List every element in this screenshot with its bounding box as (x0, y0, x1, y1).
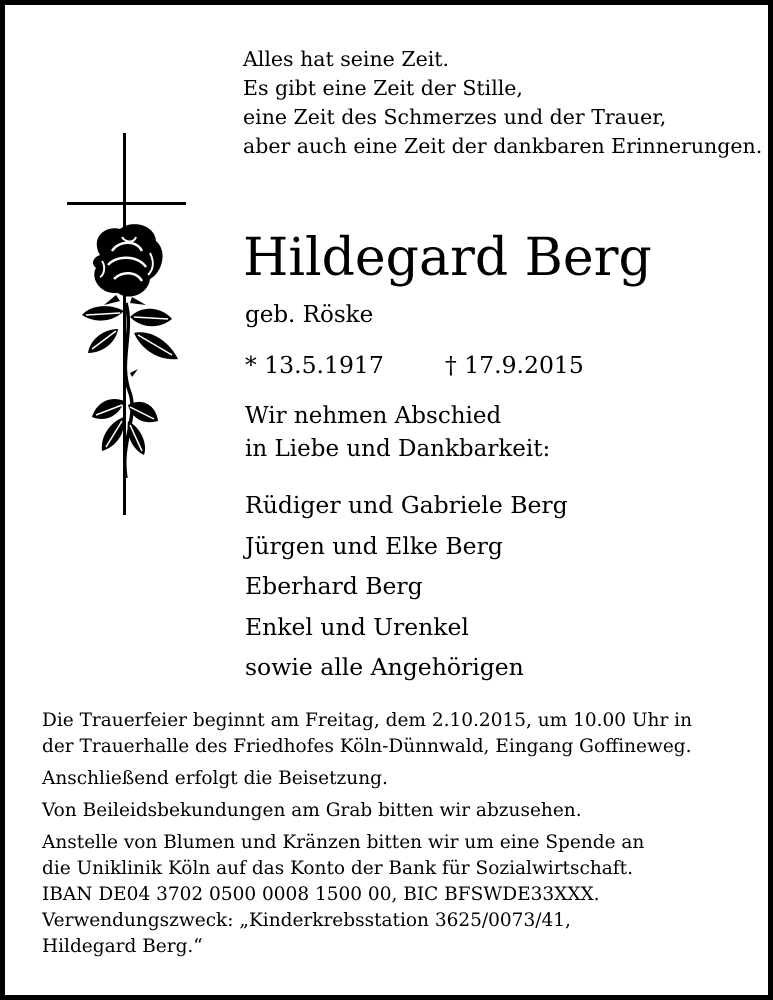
mourner-entry: Rüdiger und Gabriele Berg (245, 491, 568, 519)
cross-with-rose-icon (60, 133, 190, 522)
funeral-details (42, 708, 692, 960)
life-dates (245, 350, 584, 380)
donation-bank-details: IBAN DE04 3702 0500 0008 1500 00, BIC BFSWDE33XXX. (42, 884, 600, 905)
motto-quote (243, 45, 762, 161)
birth-date: * 13.5.1917 (245, 351, 384, 379)
donation-line: Anstelle von Blumen und Kränzen bitten wir um eine Spende an (42, 832, 645, 853)
mourner-entry: Eberhard Berg (245, 572, 423, 600)
cross-rose-graphic (60, 133, 190, 518)
death-date: † 17.9.2015 (445, 351, 584, 379)
donation-line: die Uniklinik Köln auf das Konto der Bank für Sozialwirtschaft. (42, 858, 633, 879)
condolence-note: Von Beileidsbekundungen am Grab bitten wir abzusehen. (42, 800, 582, 821)
mourners-list (245, 485, 568, 688)
service-info (42, 708, 692, 760)
burial-info: Anschließend erfolgt die Beisetzung. (42, 768, 388, 789)
maiden-name: geb. Röske (245, 302, 374, 328)
motto-line: aber auch eine Zeit der dankbaren Erinnerungen. (243, 134, 763, 158)
motto-line: Alles hat seine Zeit. (243, 47, 450, 71)
farewell-line: Wir nehmen Abschied (245, 403, 502, 429)
service-line: Die Trauerfeier beginnt am Freitag, dem 2.10.2015, um 10.00 Uhr in (42, 710, 693, 731)
mourner-entry: Enkel und Urenkel (245, 612, 469, 641)
mourner-entry: Jürgen und Elke Berg (245, 531, 503, 560)
mourner-entry: sowie alle Angehörigen (245, 653, 524, 681)
farewell-line: in Liebe und Dankbarkeit: (245, 436, 551, 462)
motto-line: Es gibt eine Zeit der Stille, (243, 76, 523, 100)
donation-info (42, 830, 692, 960)
motto-line: eine Zeit des Schmerzes und der Trauer, (243, 105, 667, 129)
farewell-text (245, 400, 550, 466)
donation-line: Verwendungszweck: „Kinderkrebsstation 3625/0073/41, (42, 910, 571, 931)
service-line: der Trauerhalle des Friedhofes Köln-Dünnwald, Eingang Goffineweg. (42, 736, 692, 757)
donation-line: Hildegard Berg.“ (42, 936, 203, 957)
deceased-name: Hildegard Berg (243, 228, 652, 288)
